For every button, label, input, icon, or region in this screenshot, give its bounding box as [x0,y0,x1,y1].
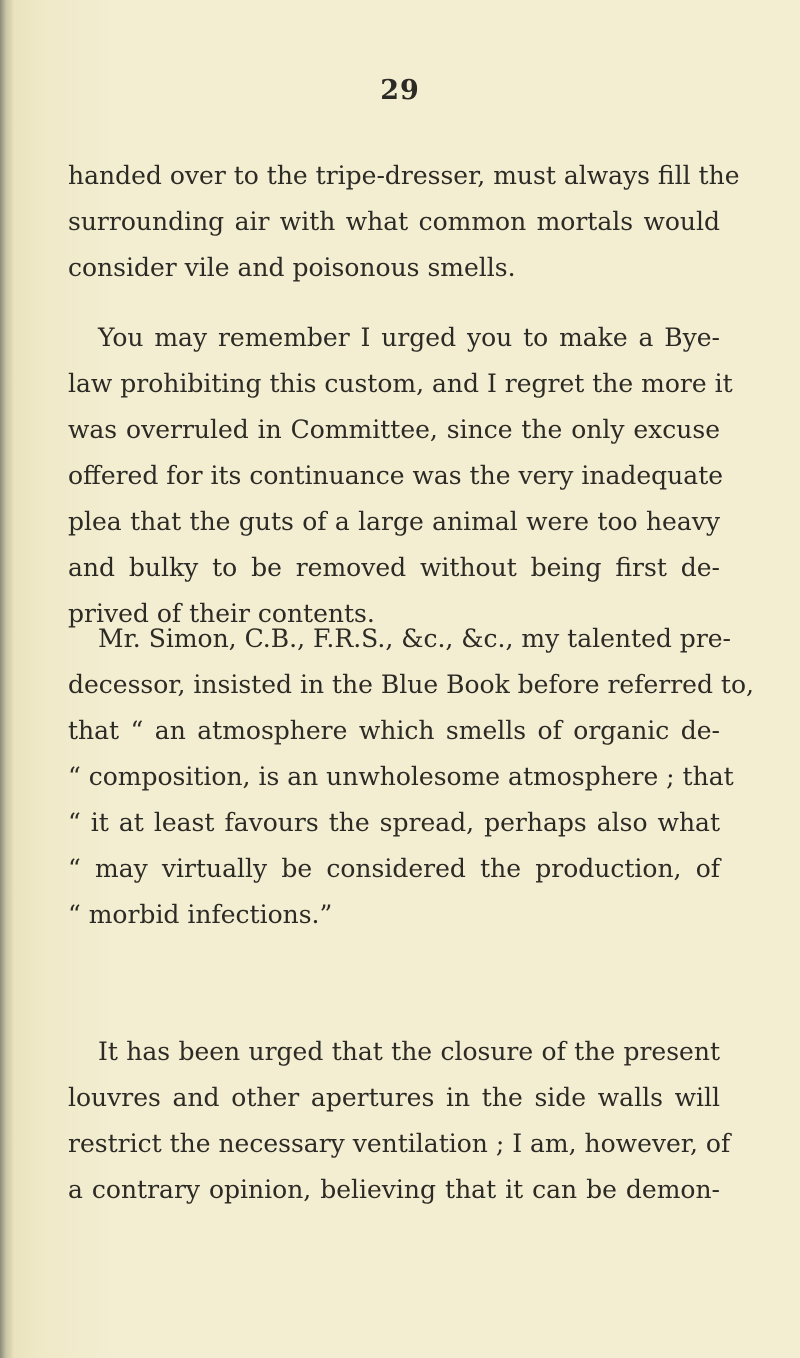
text-line: was overruled in Committee, since the only excuse [68,415,720,444]
paragraph-3 [68,616,754,938]
text-line: law prohibiting this custom, and I regret the more it [68,369,733,398]
text-line: handed over to the tripe-dresser, must always fill the [68,161,740,190]
text-line: offered for its continuance was the very inadequate [68,461,724,490]
text-line: “ morbid infections.” [68,900,333,929]
text-line: restrict the necessary ventilation ; I am, however, of [68,1129,731,1158]
text-line: “ composition, is an unwholesome atmosphere ; that [68,762,734,791]
text-line: decessor, insisted in the Blue Book before referred to, [68,670,754,699]
text-line: plea that the guts of a large animal were too heavy [68,507,720,536]
text-line: It has been urged that the closure of the present [98,1037,720,1066]
page-number: 29 [380,75,420,106]
text-line: “ may virtually be considered the production, of [68,854,720,883]
binding-edge [0,0,14,1358]
paragraph-1 [68,153,740,291]
text-line: and bulky to be removed without being first de- [68,553,720,582]
text-line: “ it at least favours the spread, perhaps also what [68,808,720,837]
paragraph-4 [68,1029,731,1213]
text-line: prived of their contents. [68,599,375,628]
paragraph-2 [68,315,733,637]
text-line: a contrary opinion, believing that it can be demon- [68,1175,720,1204]
text-line: Mr. Simon, C.B., F.R.S., &c., &c., my talented pre- [98,624,732,653]
text-line: that “ an atmosphere which smells of organic de- [68,716,720,745]
text-line: louvres and other apertures in the side walls will [68,1083,720,1112]
text-line: surrounding air with what common mortals would [68,207,720,236]
text-line: You may remember I urged you to make a Bye- [98,323,720,352]
text-line: consider vile and poisonous smells. [68,253,516,282]
